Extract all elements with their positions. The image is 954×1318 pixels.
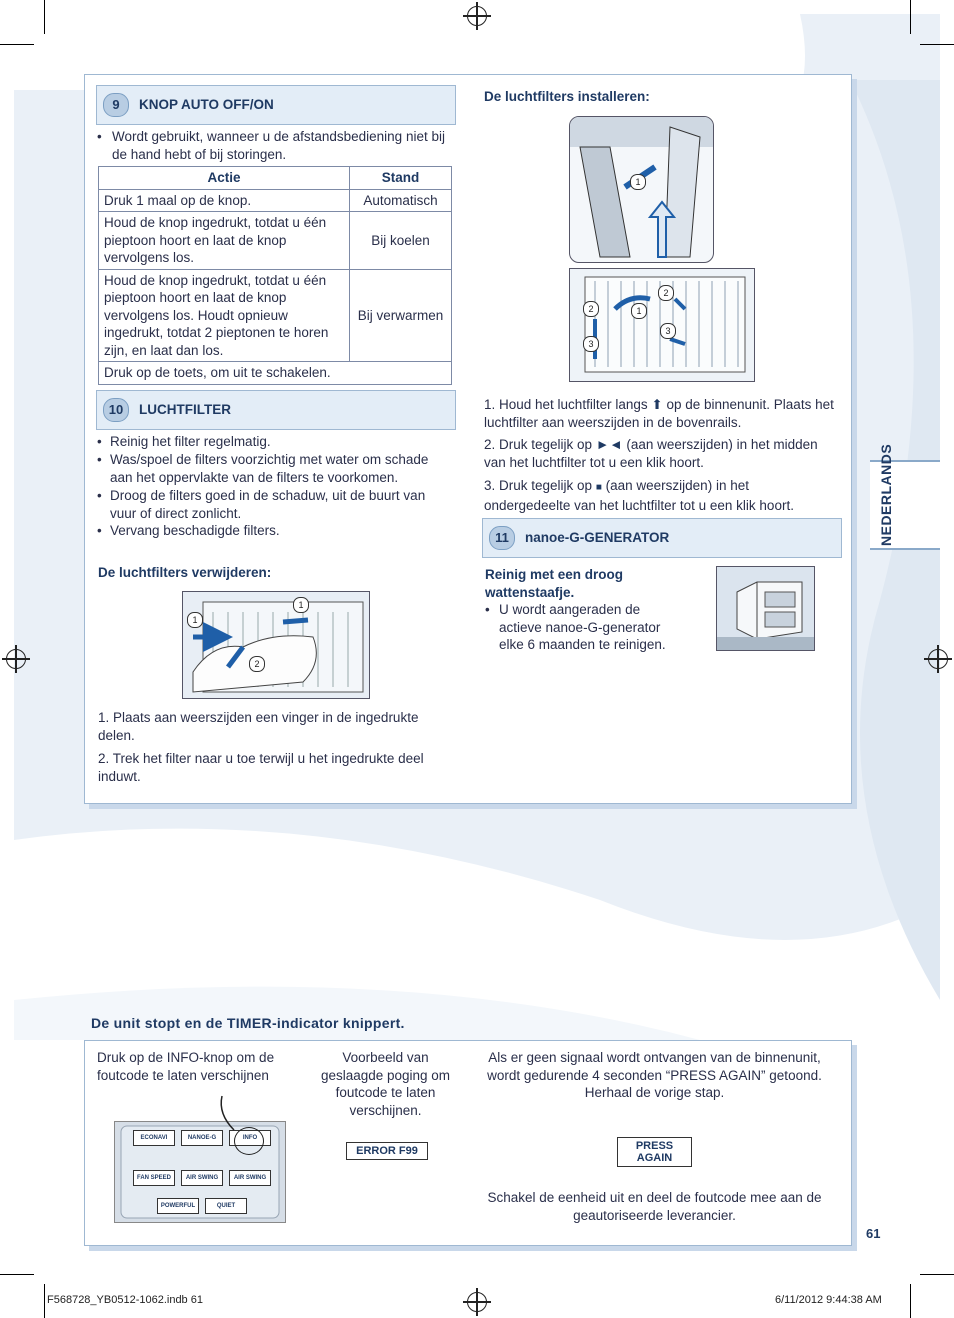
registration-mark bbox=[6, 649, 26, 669]
filter-install-top-illustration bbox=[569, 116, 714, 263]
remove-step-1: 1. Plaats aan weerszijden een vinger in de ingedrukte delen. bbox=[98, 710, 419, 743]
section-11-header bbox=[482, 518, 842, 558]
table-row bbox=[99, 212, 452, 270]
table-header: Actie bbox=[99, 167, 350, 190]
install-step-2 bbox=[484, 436, 834, 471]
bullet-dot: • bbox=[97, 488, 102, 503]
remove-heading: De luchtfilters verwijderen: bbox=[98, 565, 272, 580]
remote-button: AIR SWING bbox=[229, 1170, 271, 1186]
install-heading: De luchtfilters installeren: bbox=[484, 89, 650, 104]
remote-button: QUIET bbox=[205, 1198, 247, 1214]
section-number: 10 bbox=[103, 398, 129, 422]
bullet-dot: • bbox=[97, 129, 102, 144]
remote-control-image bbox=[114, 1121, 286, 1223]
section-title: LUCHTFILTER bbox=[139, 402, 231, 417]
filter-removal-illustration bbox=[182, 591, 370, 699]
remove-step-2: 2. Trek het filter naar u toe terwijl u het ingedrukte deel induwt. bbox=[98, 751, 424, 784]
filter-bullet: Was/spoel de filters voorzichtig met water om schade aan het oppervlakte van de filters te voorkomen. bbox=[110, 452, 429, 485]
timer-step-example: Voorbeeld van geslaagde poging om foutcode te laten verschijnen. bbox=[320, 1050, 451, 1118]
step-badge: 3 bbox=[660, 323, 676, 339]
section-title: nanoe-G-GENERATOR bbox=[525, 530, 670, 545]
table-cell: Bij koelen bbox=[350, 212, 452, 270]
remote-button: AIR SWING bbox=[181, 1170, 223, 1186]
info-button: INFO bbox=[229, 1130, 271, 1146]
crop-mark bbox=[0, 1274, 34, 1275]
step-badge: 1 bbox=[293, 597, 309, 613]
table-header: Stand bbox=[350, 167, 452, 190]
table-cell: Houd de knop ingedrukt, totdat u één pieptoon hoort en laat de knop vervolgens los. bbox=[99, 212, 350, 270]
filter-install-bottom-illustration bbox=[569, 268, 755, 382]
install-step-3-text-a: 3. Druk tegelijk op bbox=[484, 478, 593, 493]
install-step-3 bbox=[484, 477, 834, 514]
section-title: KNOP AUTO OFF/ON bbox=[139, 97, 274, 112]
crop-mark bbox=[44, 1284, 45, 1318]
remote-button: ECONAVI bbox=[133, 1130, 175, 1146]
nanoe-generator-drawing bbox=[717, 567, 814, 650]
timer-step-press-again: Als er geen signaal wordt ontvangen van de binnenunit, wordt gedurende 4 seconden “PRESS AGAIN” getoond. Herhaal de vorige stap. bbox=[487, 1050, 822, 1100]
install-step-1-text-a: 1. Houd het luchtfilter langs bbox=[484, 397, 648, 412]
crop-mark bbox=[0, 44, 34, 45]
language-tab-label: NEDERLANDS bbox=[878, 443, 894, 546]
square-icon: ■ bbox=[595, 482, 602, 493]
filter-removal-drawing bbox=[183, 592, 369, 698]
section-9-bullet: Wordt gebruikt, wanneer u de afstandsbediening niet bij de hand hebt of bij storingen. bbox=[112, 129, 445, 162]
install-step-2-text-b: (aan weerszijden) in het midden van het luchtfilter tot u een klik hoort. bbox=[484, 437, 818, 470]
table-cell: Automatisch bbox=[350, 189, 452, 212]
crop-mark bbox=[910, 0, 911, 34]
press-again-display: PRESS AGAIN bbox=[617, 1137, 692, 1167]
final-note: Schakel de eenheid uit en deel de foutcode mee aan de geautoriseerde leverancier. bbox=[487, 1190, 822, 1223]
page-number: 61 bbox=[866, 1226, 881, 1241]
table-row bbox=[99, 269, 452, 362]
install-step-1-text-b: op de binnenunit. Plaats het luchtfilter aan weerszijden in de bovenrails. bbox=[484, 397, 834, 430]
table-cell: Druk 1 maal op de knop. bbox=[99, 189, 350, 212]
crop-mark bbox=[920, 44, 954, 45]
step-badge: 1 bbox=[631, 303, 647, 319]
step-badge: 2 bbox=[583, 301, 599, 317]
left-right-arrows-icon: ►◄ bbox=[595, 437, 623, 452]
section-number: 9 bbox=[103, 93, 129, 117]
nanoe-bullet: U wordt aangeraden de actieve nanoe-G-generator elke 6 maanden te reinigen. bbox=[499, 602, 666, 652]
section-10-header bbox=[96, 390, 456, 430]
crop-mark bbox=[44, 0, 45, 34]
registration-mark bbox=[928, 649, 948, 669]
timer-step-info: Druk op de INFO-knop om de foutcode te laten verschijnen bbox=[97, 1050, 275, 1083]
install-step-2-text-a: 2. Druk tegelijk op bbox=[484, 437, 593, 452]
table-cell: Houd de knop ingedrukt, totdat u één pieptoon hoort en laat de knop vervolgens los. Houdt opnieuw ingedrukt, totdat 2 pieptonen te horen zijn, en laat dan los. bbox=[99, 269, 350, 362]
remote-button: POWERFUL bbox=[157, 1198, 199, 1214]
nanoe-clean-heading: Reinig met een droog wattenstaafje. bbox=[485, 567, 624, 600]
install-step-3-text-b: (aan weerszijden) in het ondergedeelte van het luchtfilter tot u een klik hoort. bbox=[484, 478, 794, 513]
bullet-dot: • bbox=[97, 434, 102, 449]
print-date: 6/11/2012 9:44:38 AM bbox=[775, 1294, 882, 1306]
timer-heading: De unit stopt en de TIMER-indicator knippert. bbox=[91, 1015, 405, 1031]
section-number: 11 bbox=[489, 526, 515, 550]
step-badge: 1 bbox=[630, 174, 646, 190]
pointer-line bbox=[214, 1094, 244, 1134]
step-badge: 3 bbox=[583, 336, 599, 352]
nanoe-generator-image bbox=[716, 566, 815, 651]
action-table bbox=[98, 166, 452, 385]
filter-bullet: Vervang beschadigde filters. bbox=[110, 523, 280, 538]
up-arrow-icon: ⬆ bbox=[651, 397, 663, 412]
remote-button: FAN SPEED bbox=[133, 1170, 175, 1186]
install-step-1 bbox=[484, 396, 834, 431]
table-row bbox=[99, 362, 452, 385]
error-display: ERROR F99 bbox=[346, 1142, 428, 1160]
step-badge: 2 bbox=[249, 656, 265, 672]
registration-mark bbox=[467, 6, 487, 26]
step-badge: 1 bbox=[187, 612, 203, 628]
filter-bullet: Droog de filters goed in de schaduw, uit de buurt van vuur of direct zonlicht. bbox=[110, 488, 426, 521]
section-9-header bbox=[96, 85, 456, 125]
table-row bbox=[99, 189, 452, 212]
table-cell: Bij verwarmen bbox=[350, 269, 452, 362]
table-cell: Druk op de toets, om uit te schakelen. bbox=[99, 362, 452, 385]
crop-mark bbox=[910, 1284, 911, 1318]
registration-mark bbox=[467, 1292, 487, 1312]
bullet-dot: • bbox=[97, 523, 102, 538]
filter-bullet: Reinig het filter regelmatig. bbox=[110, 434, 271, 449]
print-file-info: F568728_YB0512-1062.indb 61 bbox=[47, 1294, 203, 1306]
crop-mark bbox=[920, 1274, 954, 1275]
bullet-dot: • bbox=[97, 452, 102, 467]
bullet-dot: • bbox=[485, 602, 490, 617]
step-badge: 2 bbox=[658, 285, 674, 301]
remote-button: NANOE-G bbox=[181, 1130, 223, 1146]
